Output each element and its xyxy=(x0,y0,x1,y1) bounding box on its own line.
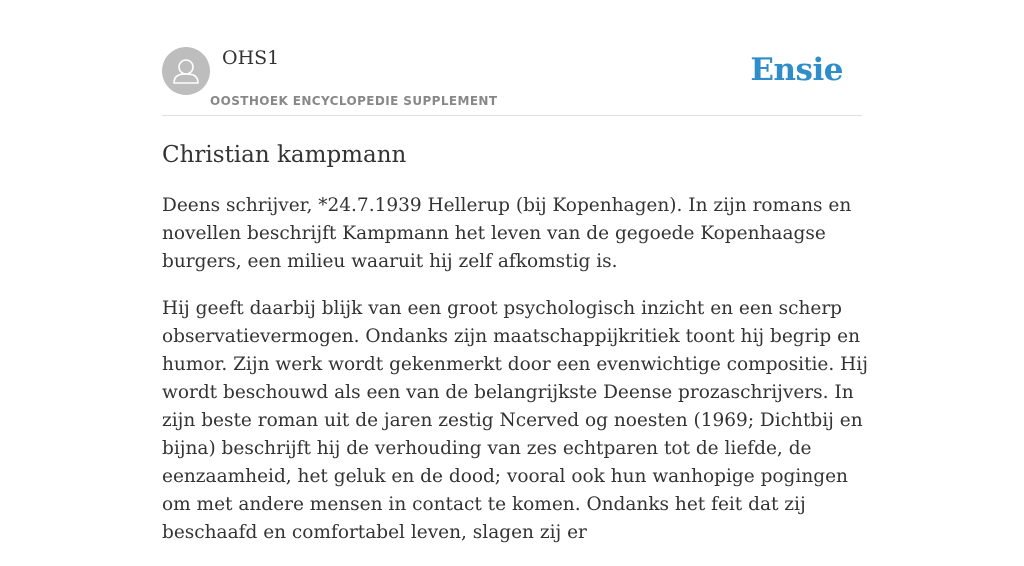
article-body xyxy=(162,192,870,566)
author-name[interactable]: OHS1 xyxy=(222,47,280,69)
header xyxy=(162,0,862,116)
article-paragraph: Deens schrijver, *24.7.1939 Hellerup (bij Kopenhagen). In zijn romans en novellen beschrijft Kampmann het leven van de gegoede Kopenhaagse burgers, een milieu waaruit hij zelf afkomstig is. xyxy=(162,195,852,272)
avatar[interactable] xyxy=(162,47,210,95)
user-icon xyxy=(162,47,210,95)
article-paragraph: Hij geeft daarbij blijk van een groot psychologisch inzicht en een scherp observatievermogen. Ondanks zijn maatschappijkritiek toont hij begrip en humor. Zijn werk wordt gekenmerkt door een evenwichtige compositie. Hij wordt beschouwd als een van de belangrijkste Deense prozaschrijvers. In zijn beste roman uit de jaren zestig Ncerved og noesten (1969; Dichtbij en bijna) beschrijft hij de verhouding van zes echtparen tot de liefde, de eenzaamheid, het geluk en de dood; vooral ook hun wanhopige pogingen om met andere mensen in contact te komen. Ondanks het feit dat zij beschaafd en comfortabel leven, slagen zij er xyxy=(162,298,868,543)
page-container xyxy=(162,0,868,543)
source-label[interactable]: OOSTHOEK ENCYCLOPEDIE SUPPLEMENT xyxy=(210,94,498,108)
page-title: Christian kampmann xyxy=(162,142,407,168)
site-logo[interactable]: Ensie xyxy=(750,52,843,88)
